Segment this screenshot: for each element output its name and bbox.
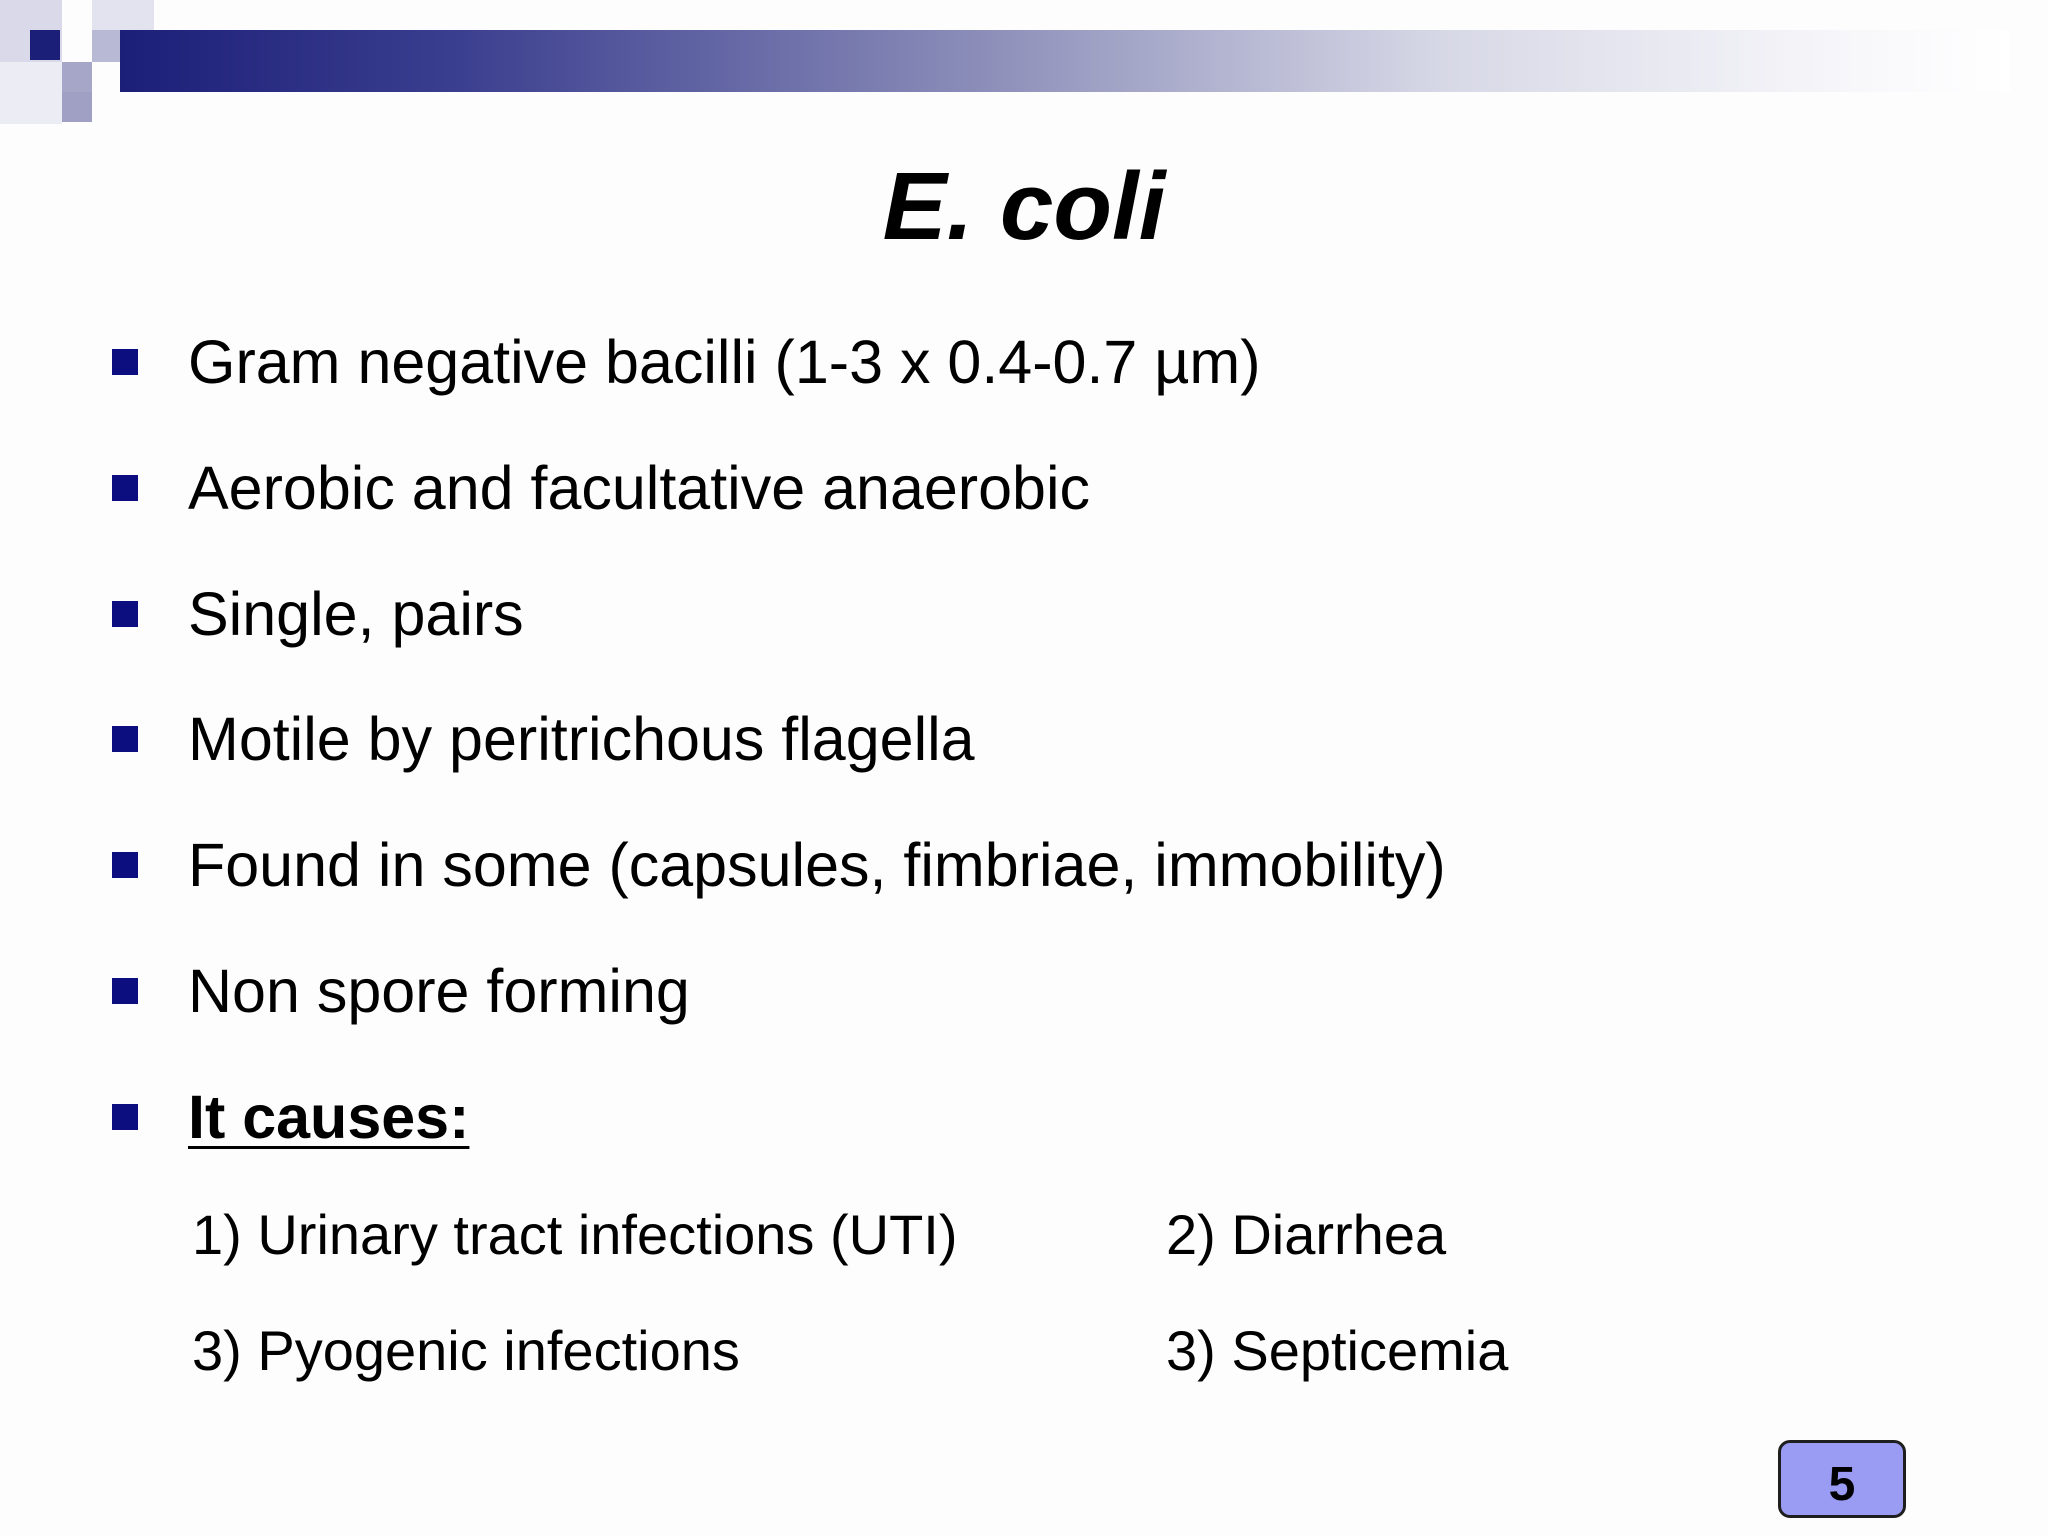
square-bullet-icon	[112, 1104, 138, 1130]
bullet-item	[112, 322, 1261, 402]
causes-heading: It causes:	[188, 1083, 470, 1151]
bullet-item	[112, 699, 975, 779]
square-bullet-icon	[112, 349, 138, 375]
slide-title: E. coli	[882, 153, 1166, 260]
square-bullet-icon	[112, 852, 138, 878]
cause-item: 3) Pyogenic infections	[192, 1319, 740, 1382]
cause-item: 2) Diarrhea	[1166, 1203, 1447, 1266]
square-bullet-icon	[112, 475, 138, 501]
bullet-text: Gram negative bacilli (1-3 x 0.4-0.7 µm)	[188, 328, 1261, 396]
bullet-item	[112, 574, 524, 654]
cause-item: 1) Urinary tract infections (UTI)	[192, 1203, 958, 1266]
bullet-text: Aerobic and facultative anaerobic	[188, 454, 1091, 522]
page-number: 5	[1828, 1458, 1856, 1511]
cause-item: 3) Septicemia	[1166, 1319, 1509, 1382]
bullet-text: Motile by peritrichous flagella	[188, 705, 975, 773]
square-bullet-icon	[112, 601, 138, 627]
bullet-text: Single, pairs	[188, 580, 524, 648]
bullet-item	[112, 951, 690, 1031]
square-bullet-icon	[112, 978, 138, 1004]
bullet-text: Found in some (capsules, fimbriae, immobility)	[188, 831, 1446, 899]
square-bullet-icon	[112, 726, 138, 752]
bullet-item	[112, 825, 1446, 905]
bullet-item	[112, 1077, 469, 1157]
bullet-item	[112, 448, 1090, 528]
page-number-badge	[1778, 1440, 1906, 1518]
bullet-text: Non spore forming	[188, 957, 690, 1025]
